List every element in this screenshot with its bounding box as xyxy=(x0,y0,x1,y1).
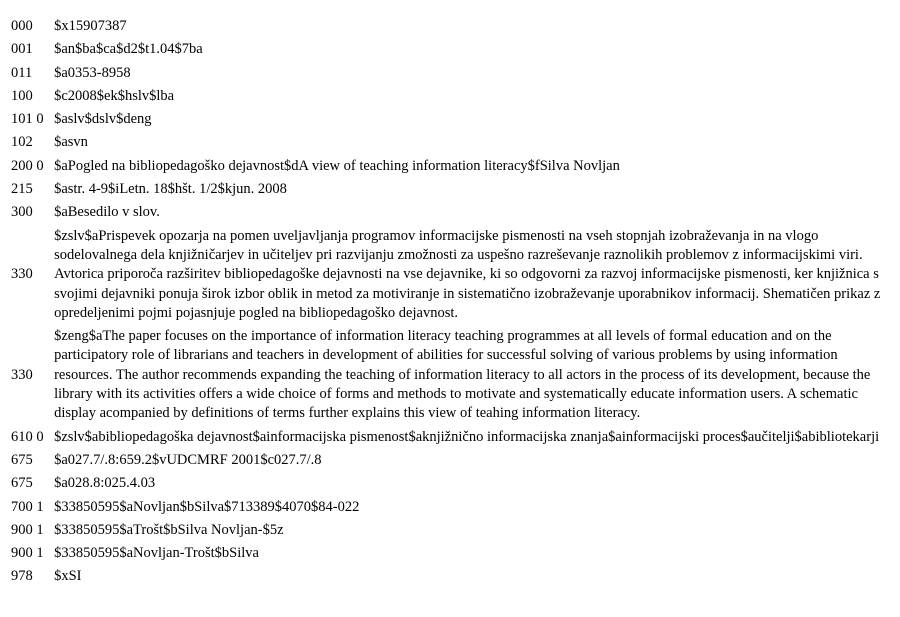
record-field-row xyxy=(10,566,900,587)
record-field-row xyxy=(10,427,900,448)
field-tag: 300 xyxy=(11,204,33,221)
unimarc-record-table xyxy=(8,14,900,590)
record-field-row xyxy=(10,450,900,471)
field-tag: 215 xyxy=(11,181,33,198)
record-field-row xyxy=(10,473,900,494)
record-field-row xyxy=(10,86,900,107)
field-tag: 675 xyxy=(11,451,33,468)
field-tag: 900 1 xyxy=(11,545,44,562)
field-value: $33850595$aNovljan$bSilva$713389$4070$84-022 xyxy=(54,498,360,515)
field-value: $asvn xyxy=(54,134,88,151)
record-field-row xyxy=(10,543,900,564)
field-value: $zslv$aPrispevek opozarja na pomen uveljavljanja programov informacijske pismenosti na vseh stopnjah izobraževanja in na vlogo sodelovalnega dela knjižničarjev in učiteljev pri razvijanju zmožnosti za uspešno razreševanje raznolikih problemov z informacijskimi viri. Avtorica priporoča razširitev bibliopedagoške dejavnosti na vse dejavnike, ki so odgovorni za razvoj informacijske pismenosti, ker knjižnica s svojimi dejavniki ponuja širok izbor oblik in metod za motiviranje in sistematično izobraževanje uporabnikov informacij. Shematičen prikaz z opredeljenimi pojmi pojasnjuje pogled na bibliopedagoško dejavnost. xyxy=(54,227,881,321)
field-tag: 610 0 xyxy=(11,428,44,445)
field-value: $33850595$aNovljan-Trošt$bSilva xyxy=(54,545,259,562)
field-value: $33850595$aTrošt$bSilva Novljan-$5z xyxy=(54,521,284,538)
record-field-row xyxy=(10,226,900,324)
record-field-row xyxy=(10,109,900,130)
field-tag: 011 xyxy=(11,64,33,81)
record-field-row xyxy=(10,132,900,153)
field-value: $an$ba$ca$d2$t1.04$7ba xyxy=(54,41,203,58)
record-field-row xyxy=(10,16,900,37)
record-field-row xyxy=(10,179,900,200)
field-tag: 900 1 xyxy=(11,521,44,538)
field-value: $astr. 4-9$iLetn. 18$hšt. 1/2$kjun. 2008 xyxy=(54,181,287,198)
field-tag: 330 xyxy=(11,366,33,383)
field-tag: 101 0 xyxy=(11,111,44,128)
record-fields xyxy=(10,16,900,588)
field-value: $a027.7/.8:659.2$vUDCMRF 2001$c027.7/.8 xyxy=(54,451,322,468)
field-tag: 200 0 xyxy=(11,157,44,174)
record-field-row xyxy=(10,326,900,424)
field-tag: 978 xyxy=(11,568,33,585)
field-value: $a028.8:025.4.03 xyxy=(54,475,156,492)
field-tag: 102 xyxy=(11,134,33,151)
field-tag: 675 xyxy=(11,475,33,492)
field-value: $zslv$abibliopedagoška dejavnost$ainformacijska pismenost$aknjižnično informacijska znanja$ainformacijski proces$aučitelji$abibliotekarji xyxy=(54,428,880,445)
field-value: $a0353-8958 xyxy=(54,64,131,81)
record-field-row xyxy=(10,63,900,84)
field-value: $aslv$dslv$deng xyxy=(54,111,152,128)
record-field-row xyxy=(10,497,900,518)
field-value: $zeng$aThe paper focuses on the importance of information literacy teaching programmes at all levels of formal education and on the participatory role of librarians and teachers in development of abilities for successful solving of various problems by using information resources. The author recommends expanding the teaching of information literacy to all actors in the process of its development, because the library with its activities offers a wide choice of forms and methods to motivate and systematically educate information users. A schematic display acompanied by definitions of terms further explains this view of teahing information literacy. xyxy=(54,328,871,422)
field-value: $xSI xyxy=(54,568,82,585)
field-value: $x15907387 xyxy=(54,18,127,34)
field-tag: 700 1 xyxy=(11,498,44,515)
field-tag: 000 xyxy=(11,18,33,34)
record-field-row xyxy=(10,202,900,223)
field-value: $c2008$ek$hslv$lba xyxy=(54,87,175,104)
record-field-row xyxy=(10,156,900,177)
field-value: $aBesedilo v slov. xyxy=(54,204,160,221)
record-field-row xyxy=(10,39,900,60)
field-tag: 330 xyxy=(11,266,33,283)
record-field-row xyxy=(10,520,900,541)
field-tag: 001 xyxy=(11,41,33,58)
field-value: $aPogled na bibliopedagoško dejavnost$dA view of teaching information literacy$fSilva Novljan xyxy=(54,157,620,174)
field-tag: 100 xyxy=(11,87,33,104)
